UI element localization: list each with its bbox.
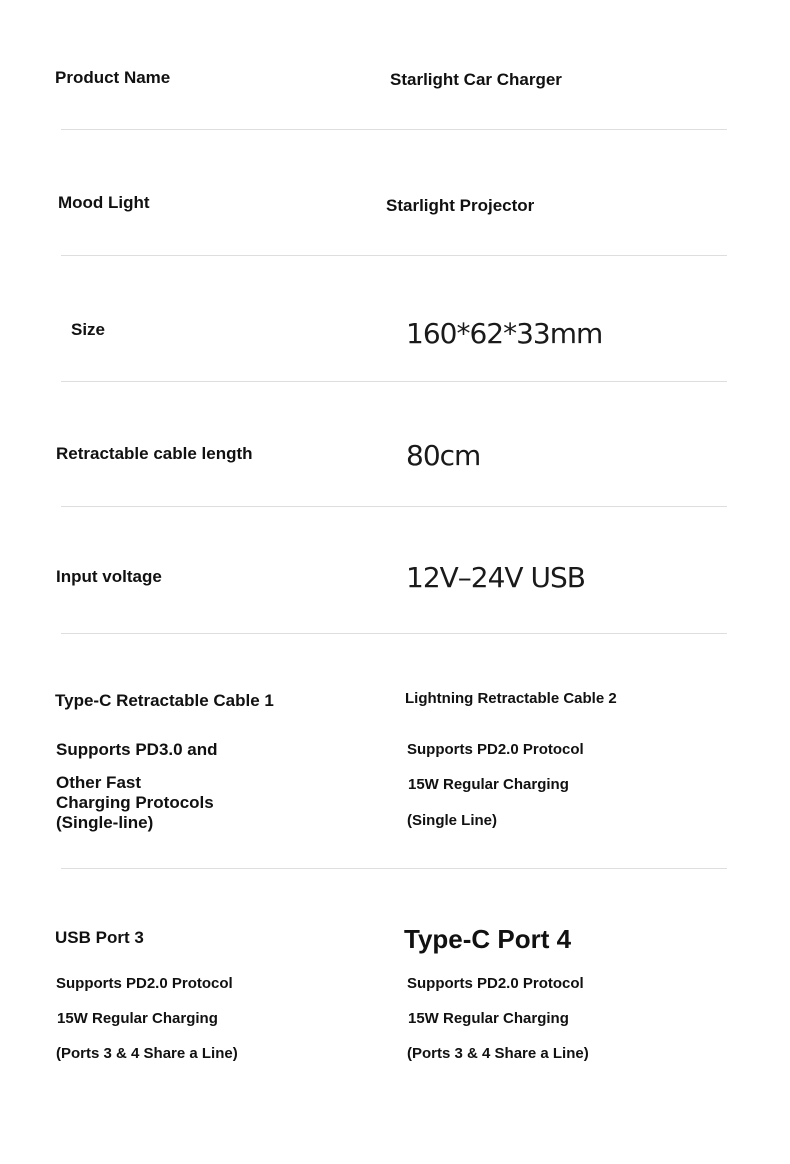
input-voltage-value: 12V–24V USB xyxy=(406,561,585,594)
port3-line1: Supports PD2.0 Protocol xyxy=(56,975,233,992)
product-name-label: Product Name xyxy=(55,68,171,87)
port3-title: USB Port 3 xyxy=(55,928,144,947)
port3-line2: 15W Regular Charging xyxy=(57,1010,218,1027)
cable2-line1: Supports PD2.0 Protocol xyxy=(407,741,584,758)
cable2-line3: (Single Line) xyxy=(407,812,497,829)
port4-line1: Supports PD2.0 Protocol xyxy=(407,975,584,992)
port3-line3: (Ports 3 & 4 Share a Line) xyxy=(56,1045,238,1062)
port4-line2: 15W Regular Charging xyxy=(408,1010,569,1027)
size-label: Size xyxy=(71,320,106,339)
cable1-line3: Charging Protocols xyxy=(56,793,214,812)
divider xyxy=(61,633,727,634)
cable1-line4: (Single-line) xyxy=(56,813,154,832)
cable1-title: Type-C Retractable Cable 1 xyxy=(55,691,274,710)
port4-line3: (Ports 3 & 4 Share a Line) xyxy=(407,1045,589,1062)
divider xyxy=(61,868,727,869)
cable1-line2: Other Fast xyxy=(56,773,142,792)
mood-light-label: Mood Light xyxy=(58,193,150,212)
cable2-line2: 15W Regular Charging xyxy=(408,776,569,793)
input-voltage-label: Input voltage xyxy=(56,567,162,586)
cable1-line1: Supports PD3.0 and xyxy=(56,740,218,759)
cable2-title: Lightning Retractable Cable 2 xyxy=(405,690,617,707)
mood-light-value: Starlight Projector xyxy=(386,196,535,215)
cable-length-value: 80cm xyxy=(406,439,481,472)
divider xyxy=(61,506,727,507)
divider xyxy=(61,129,727,130)
size-value: 160*62*33mm xyxy=(406,317,603,350)
divider xyxy=(61,255,727,256)
divider xyxy=(61,381,727,382)
product-name-value: Starlight Car Charger xyxy=(390,70,562,89)
cable-length-label: Retractable cable length xyxy=(56,444,253,463)
port4-title: Type-C Port 4 xyxy=(404,924,572,954)
